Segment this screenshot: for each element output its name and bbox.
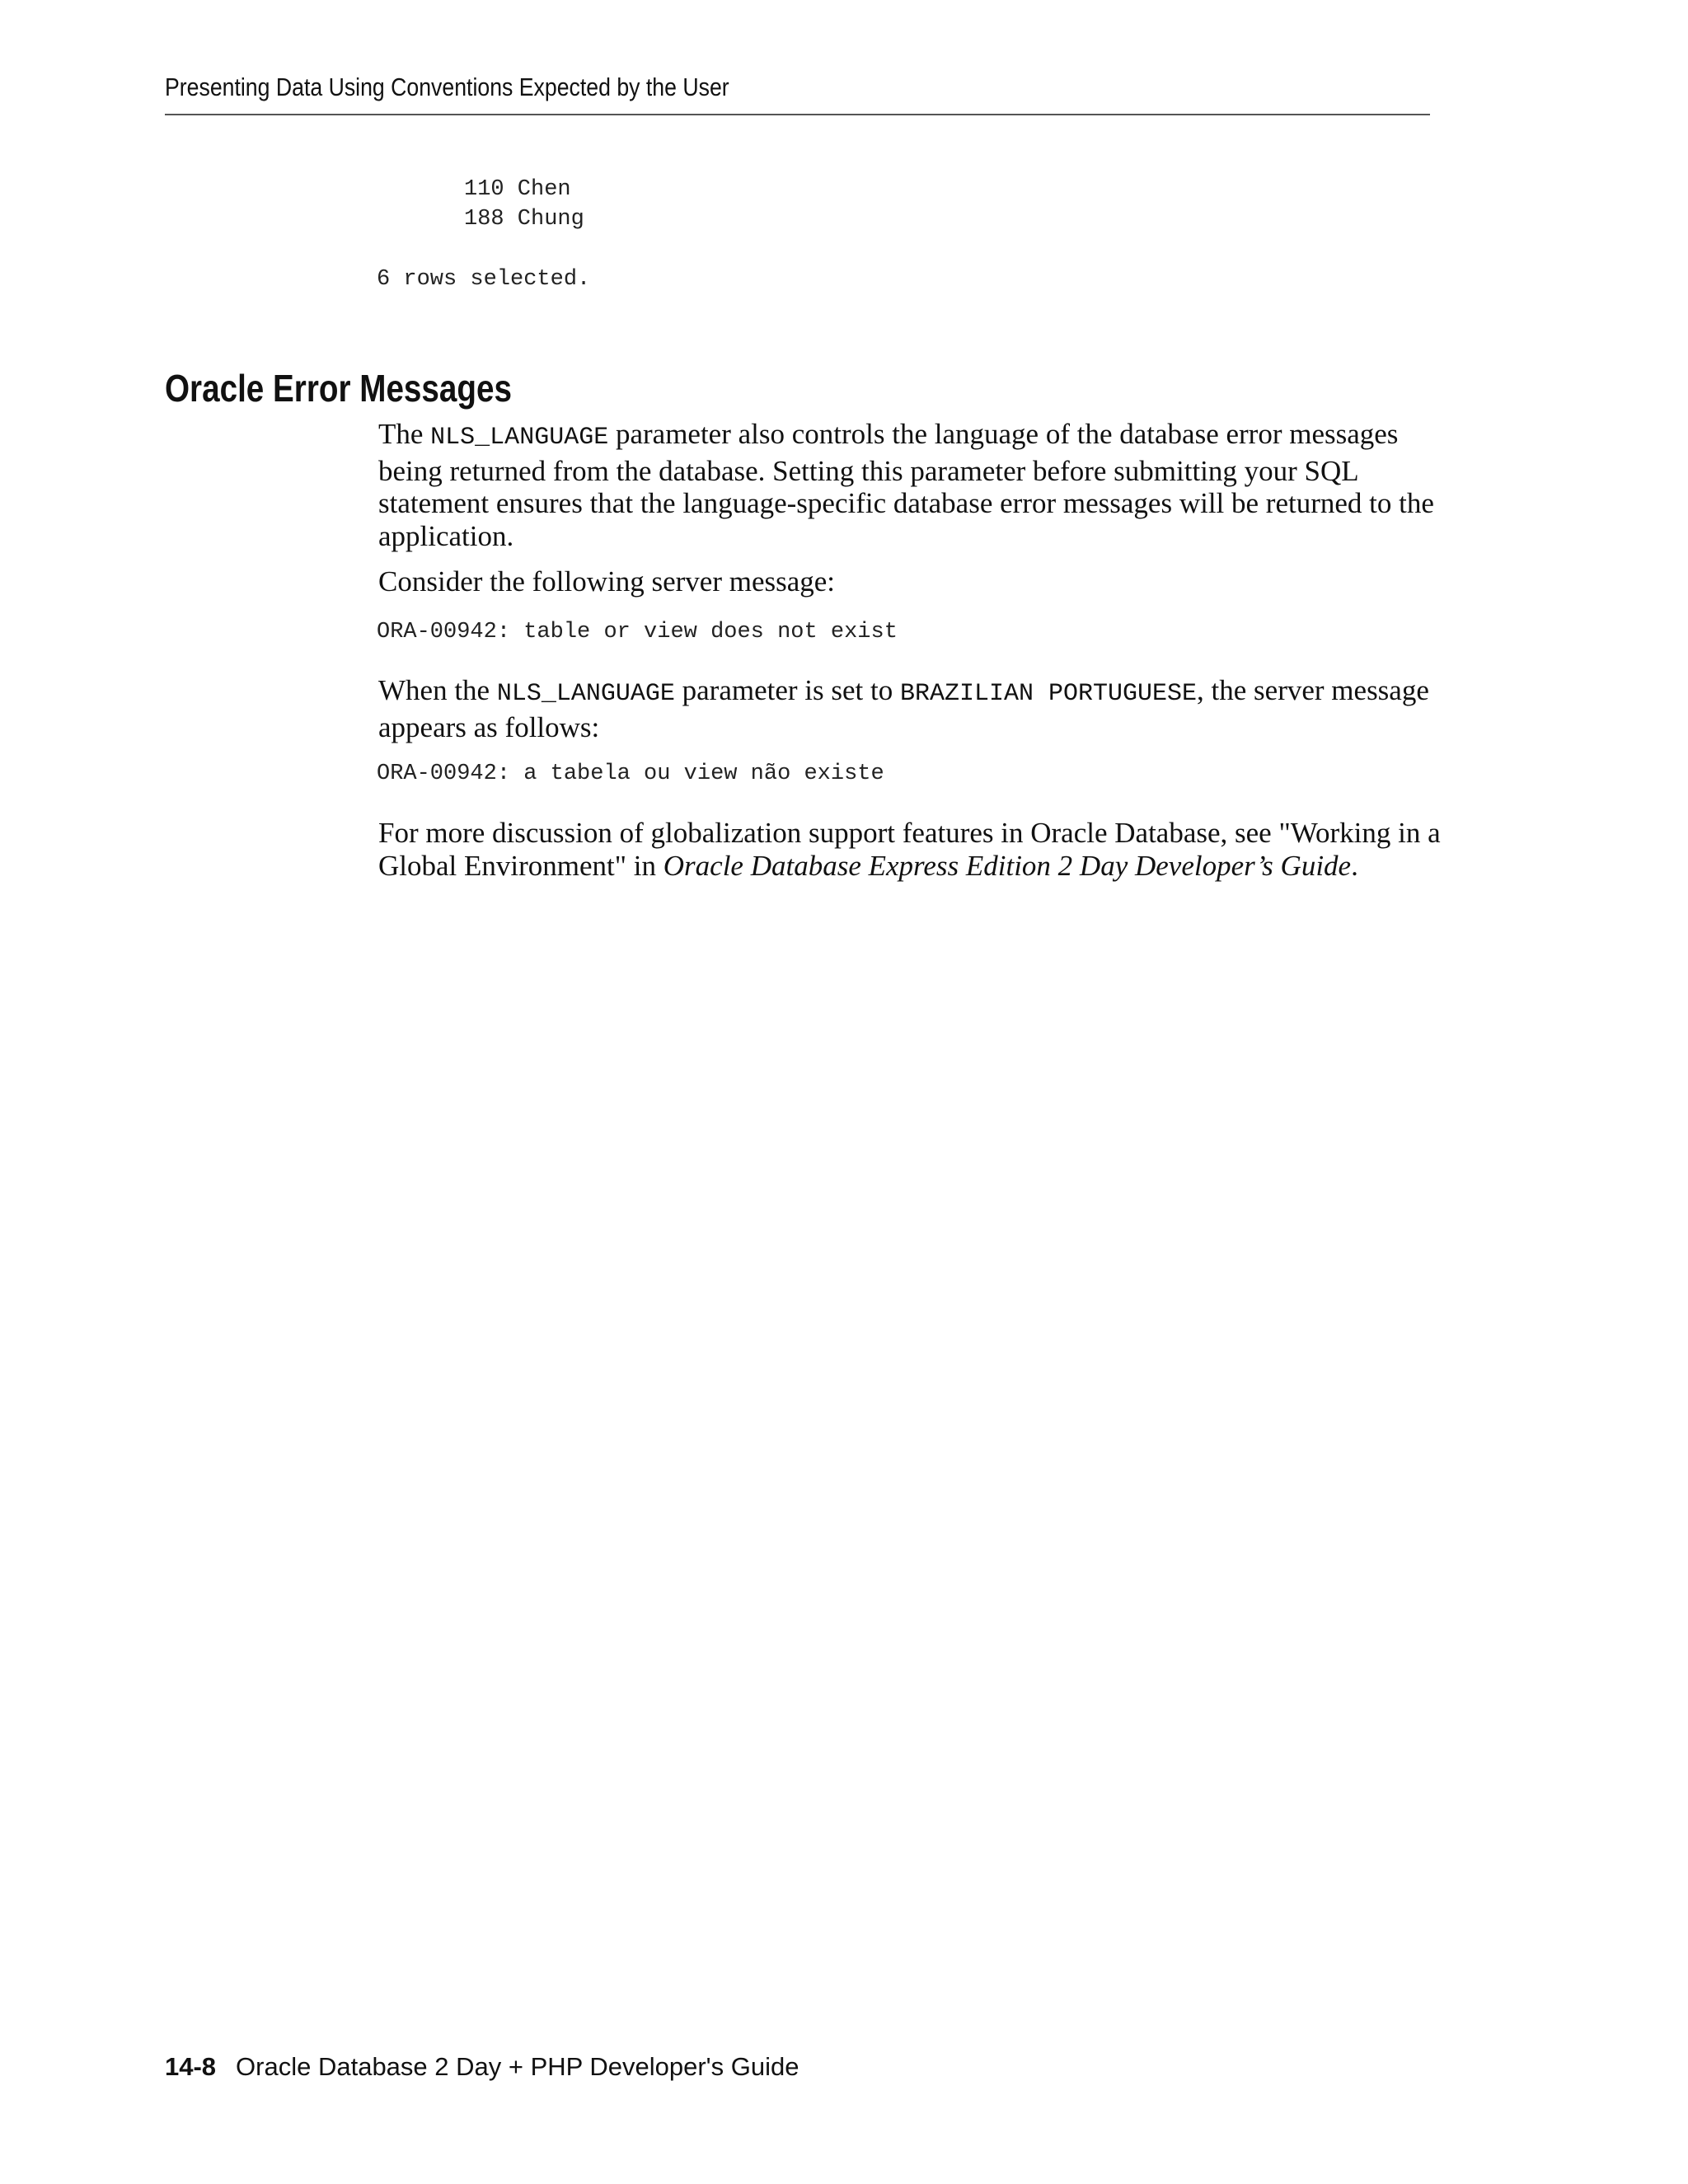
paragraph-consider: Consider the following server message: xyxy=(378,565,836,598)
paragraph-more-discussion xyxy=(378,817,1442,882)
code-summary: 6 rows selected. xyxy=(377,267,591,292)
book-title: Oracle Database 2 Day + PHP Developer's Guide xyxy=(236,2052,799,2081)
text-run: parameter is set to xyxy=(674,674,900,706)
code-error-english: ORA-00942: table or view does not exist xyxy=(377,620,898,644)
code-inline: NLS_LANGUAGE xyxy=(496,680,675,708)
page-number: 14-8 xyxy=(165,2052,217,2081)
text-run: When the xyxy=(378,674,497,706)
section-heading: Oracle Error Messages xyxy=(165,367,512,410)
header-rule xyxy=(165,114,1430,115)
text-run: For more discussion of globalization support features in Oracle Database, see "Working in a Global Environment" in xyxy=(378,817,1441,882)
page-footer xyxy=(165,2052,799,2082)
code-row: 188 Chung xyxy=(464,207,584,232)
code-inline: BRAZILIAN PORTUGUESE xyxy=(899,680,1198,708)
code-error-portuguese: ORA-00942: a tabela ou view não existe xyxy=(377,762,884,786)
running-header: Presenting Data Using Conventions Expected by the User xyxy=(165,73,729,101)
text-run: parameter also controls the language of the database error messages being returned from the database. Setting this parameter before submitting your SQL statement ensures that the language-specific database error messages will be returned to the application. xyxy=(378,418,1434,552)
paragraph-nls-language xyxy=(378,418,1442,552)
text-run: , the server message appears as follows: xyxy=(378,674,1429,743)
book-reference: Oracle Database Express Edition 2 Day Developer’s Guide xyxy=(663,849,1352,882)
paragraph-brazilian xyxy=(378,674,1442,743)
text-run: . xyxy=(1351,849,1358,882)
code-row: 110 Chen xyxy=(464,177,571,202)
code-inline: NLS_LANGUAGE xyxy=(430,424,609,452)
text-run: The xyxy=(378,418,431,450)
